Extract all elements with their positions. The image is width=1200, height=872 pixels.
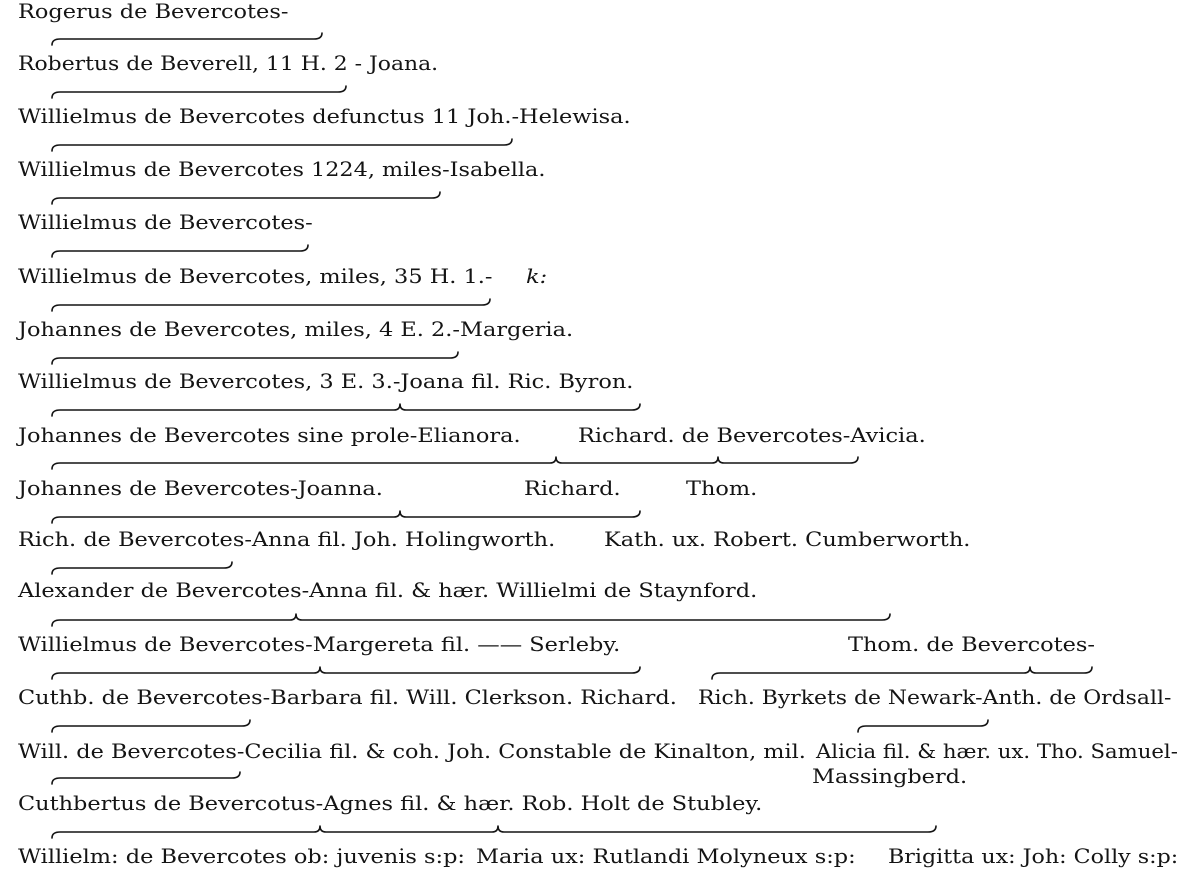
brace-15 <box>52 720 250 732</box>
line-4: Willielmus de Bevercotes 1224, miles-Isabella. <box>18 158 546 181</box>
line-9-right: Richard. de Bevercotes-Avicia. <box>578 424 926 447</box>
line-1: Rogerus de Bevercotes- <box>18 0 289 23</box>
line-17-left: Willielm: de Bevercotes ob: juvenis s:p: <box>18 845 465 868</box>
line-12: Alexander de Bevercotes-Anna fil. & hær. Willielmi de Staynford. <box>18 579 758 602</box>
line-5: Willielmus de Bevercotes- <box>18 211 313 234</box>
brace-10 <box>52 511 640 523</box>
brace-1 <box>52 33 322 45</box>
brace-17 <box>52 772 240 784</box>
line-10-right: Thom. <box>686 477 758 500</box>
line-17-right: Brigitta ux: Joh: Colly s:p: <box>888 845 1179 868</box>
line-15-left: Will. de Bevercotes-Cecilia fil. & coh. Joh. Constable de Kinalton, mil. <box>18 740 806 763</box>
brace-8 <box>52 404 640 416</box>
brace-5 <box>52 245 308 257</box>
line-15-right-cont: Massingberd. <box>812 765 968 788</box>
line-11-right: Kath. ux. Robert. Cumberworth. <box>604 528 971 551</box>
line-14-left: Cuthb. de Bevercotes-Barbara fil. Will. Clerkson. Richard. <box>18 686 677 709</box>
line-11-left: Rich. de Bevercotes-Anna fil. Joh. Holingworth. <box>18 528 556 551</box>
line-16: Cuthbertus de Bevercotus-Agnes fil. & hær. Rob. Holt de Stubley. <box>18 792 763 815</box>
line-13-right: Thom. de Bevercotes- <box>848 633 1096 656</box>
brace-12 <box>52 614 890 626</box>
line-13-left: Willielmus de Bevercotes-Margereta fil. —— Serleby. <box>18 633 621 656</box>
brace-3 <box>52 139 512 151</box>
line-10-left: Johannes de Bevercotes-Joanna. <box>18 477 383 500</box>
brace-4 <box>52 192 440 204</box>
brace-16 <box>858 720 988 732</box>
line-7: Johannes de Bevercotes, miles, 4 E. 2.-Margeria. <box>18 318 574 341</box>
brace-7 <box>52 352 458 364</box>
line-10-mid: Richard. <box>524 477 621 500</box>
brace-6 <box>52 299 490 311</box>
brace-18 <box>52 826 936 838</box>
line-6-mark: k: <box>526 265 548 288</box>
brace-11 <box>52 562 232 574</box>
line-2: Robertus de Beverell, 11 H. 2 - Joana. <box>18 52 439 75</box>
line-3: Willielmus de Bevercotes defunctus 11 Joh.-Helewisa. <box>18 105 631 128</box>
brace-14 <box>712 667 1092 679</box>
line-17-mid: Maria ux: Rutlandi Molyneux s:p: <box>476 845 856 868</box>
brace-9 <box>52 457 858 469</box>
brace-13 <box>52 667 640 679</box>
line-6: Willielmus de Bevercotes, miles, 35 H. 1.- <box>18 265 493 288</box>
line-15-right: Alicia fil. & hær. ux. Tho. Samuel- <box>816 740 1178 763</box>
line-8: Willielmus de Bevercotes, 3 E. 3.-Joana fil. Ric. Byron. <box>18 370 634 393</box>
brace-2 <box>52 86 346 98</box>
line-14-right: Rich. Byrkets de Newark-Anth. de Ordsall- <box>698 686 1172 709</box>
line-9-left: Johannes de Bevercotes sine prole-Elianora. <box>18 424 521 447</box>
